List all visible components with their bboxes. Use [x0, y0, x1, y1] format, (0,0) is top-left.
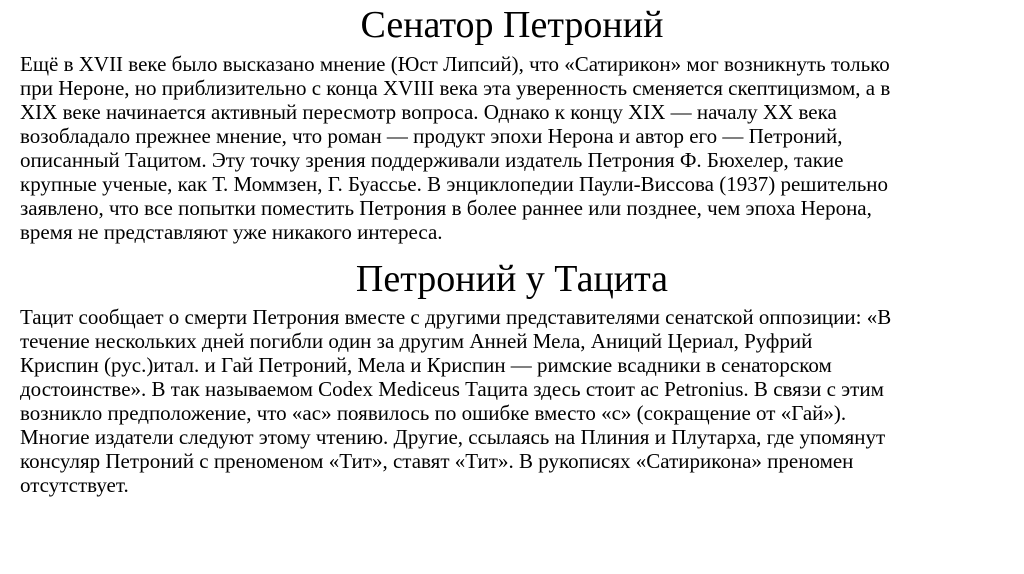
paragraph-senator-petronius: [20, 52, 1010, 244]
text-line: Многие издатели следуют этому чтению. Другие, ссылаясь на Плиния и Плутарха, где упомянут: [20, 425, 886, 449]
text-line: возникло предположение, что «ac» появилось по ошибке вместо «c» (сокращение от «Гай»).: [20, 401, 847, 425]
text-line: время не представляют уже никакого интереса.: [20, 220, 443, 244]
text-line: крупные ученые, как Т. Моммзен, Г. Буассье. В энциклопедии Паули-Виссова (1937) решительно: [20, 172, 889, 196]
text-line: XIX веке начинается активный пересмотр вопроса. Однако к концу XIX — началу XX века: [20, 100, 837, 124]
text-line: возобладало прежнее мнение, что роман — продукт эпохи Нерона и автор его — Петроний,: [20, 124, 843, 148]
text-line: Тацит сообщает о смерти Петрония вместе с другими представителями сенатской оппозиции: «В: [20, 305, 892, 329]
text-line: достоинстве». В так называемом Codex Mediceus Тацита здесь стоит ac Petronius. В связи с этим: [20, 377, 884, 401]
paragraph-petronius-in-tacitus: [20, 305, 1010, 497]
text-line: описанный Тацитом. Эту точку зрения поддерживали издатель Петрония Ф. Бюхелер, такие: [20, 148, 844, 172]
text-line: Ещё в XVII веке было высказано мнение (Юст Липсий), что «Сатирикон» мог возникнуть только: [20, 52, 890, 76]
section-title-senator-petronius: Сенатор Петроний: [360, 4, 664, 46]
section-title-petronius-in-tacitus: Петроний у Тацита: [355, 258, 669, 300]
text-line: консуляр Петроний с преноменом «Тит», ставят «Тит». В рукописях «Сатирикона» преномен: [20, 449, 854, 473]
text-line: при Нероне, но приблизительно с конца XVIII века эта уверенность сменяется скептицизмом, а в: [20, 76, 891, 100]
text-line: Криспин (рус.)итал. и Гай Петроний, Мела и Криспин — римские всадники в сенаторском: [20, 353, 832, 377]
text-line: отсутствует.: [20, 473, 129, 497]
text-line: течение нескольких дней погибли один за другим Анней Мела, Аниций Цериал, Руфрий: [20, 329, 813, 353]
text-line: заявлено, что все попытки поместить Петрония в более раннее или позднее, чем эпоха Нерона,: [20, 196, 872, 220]
